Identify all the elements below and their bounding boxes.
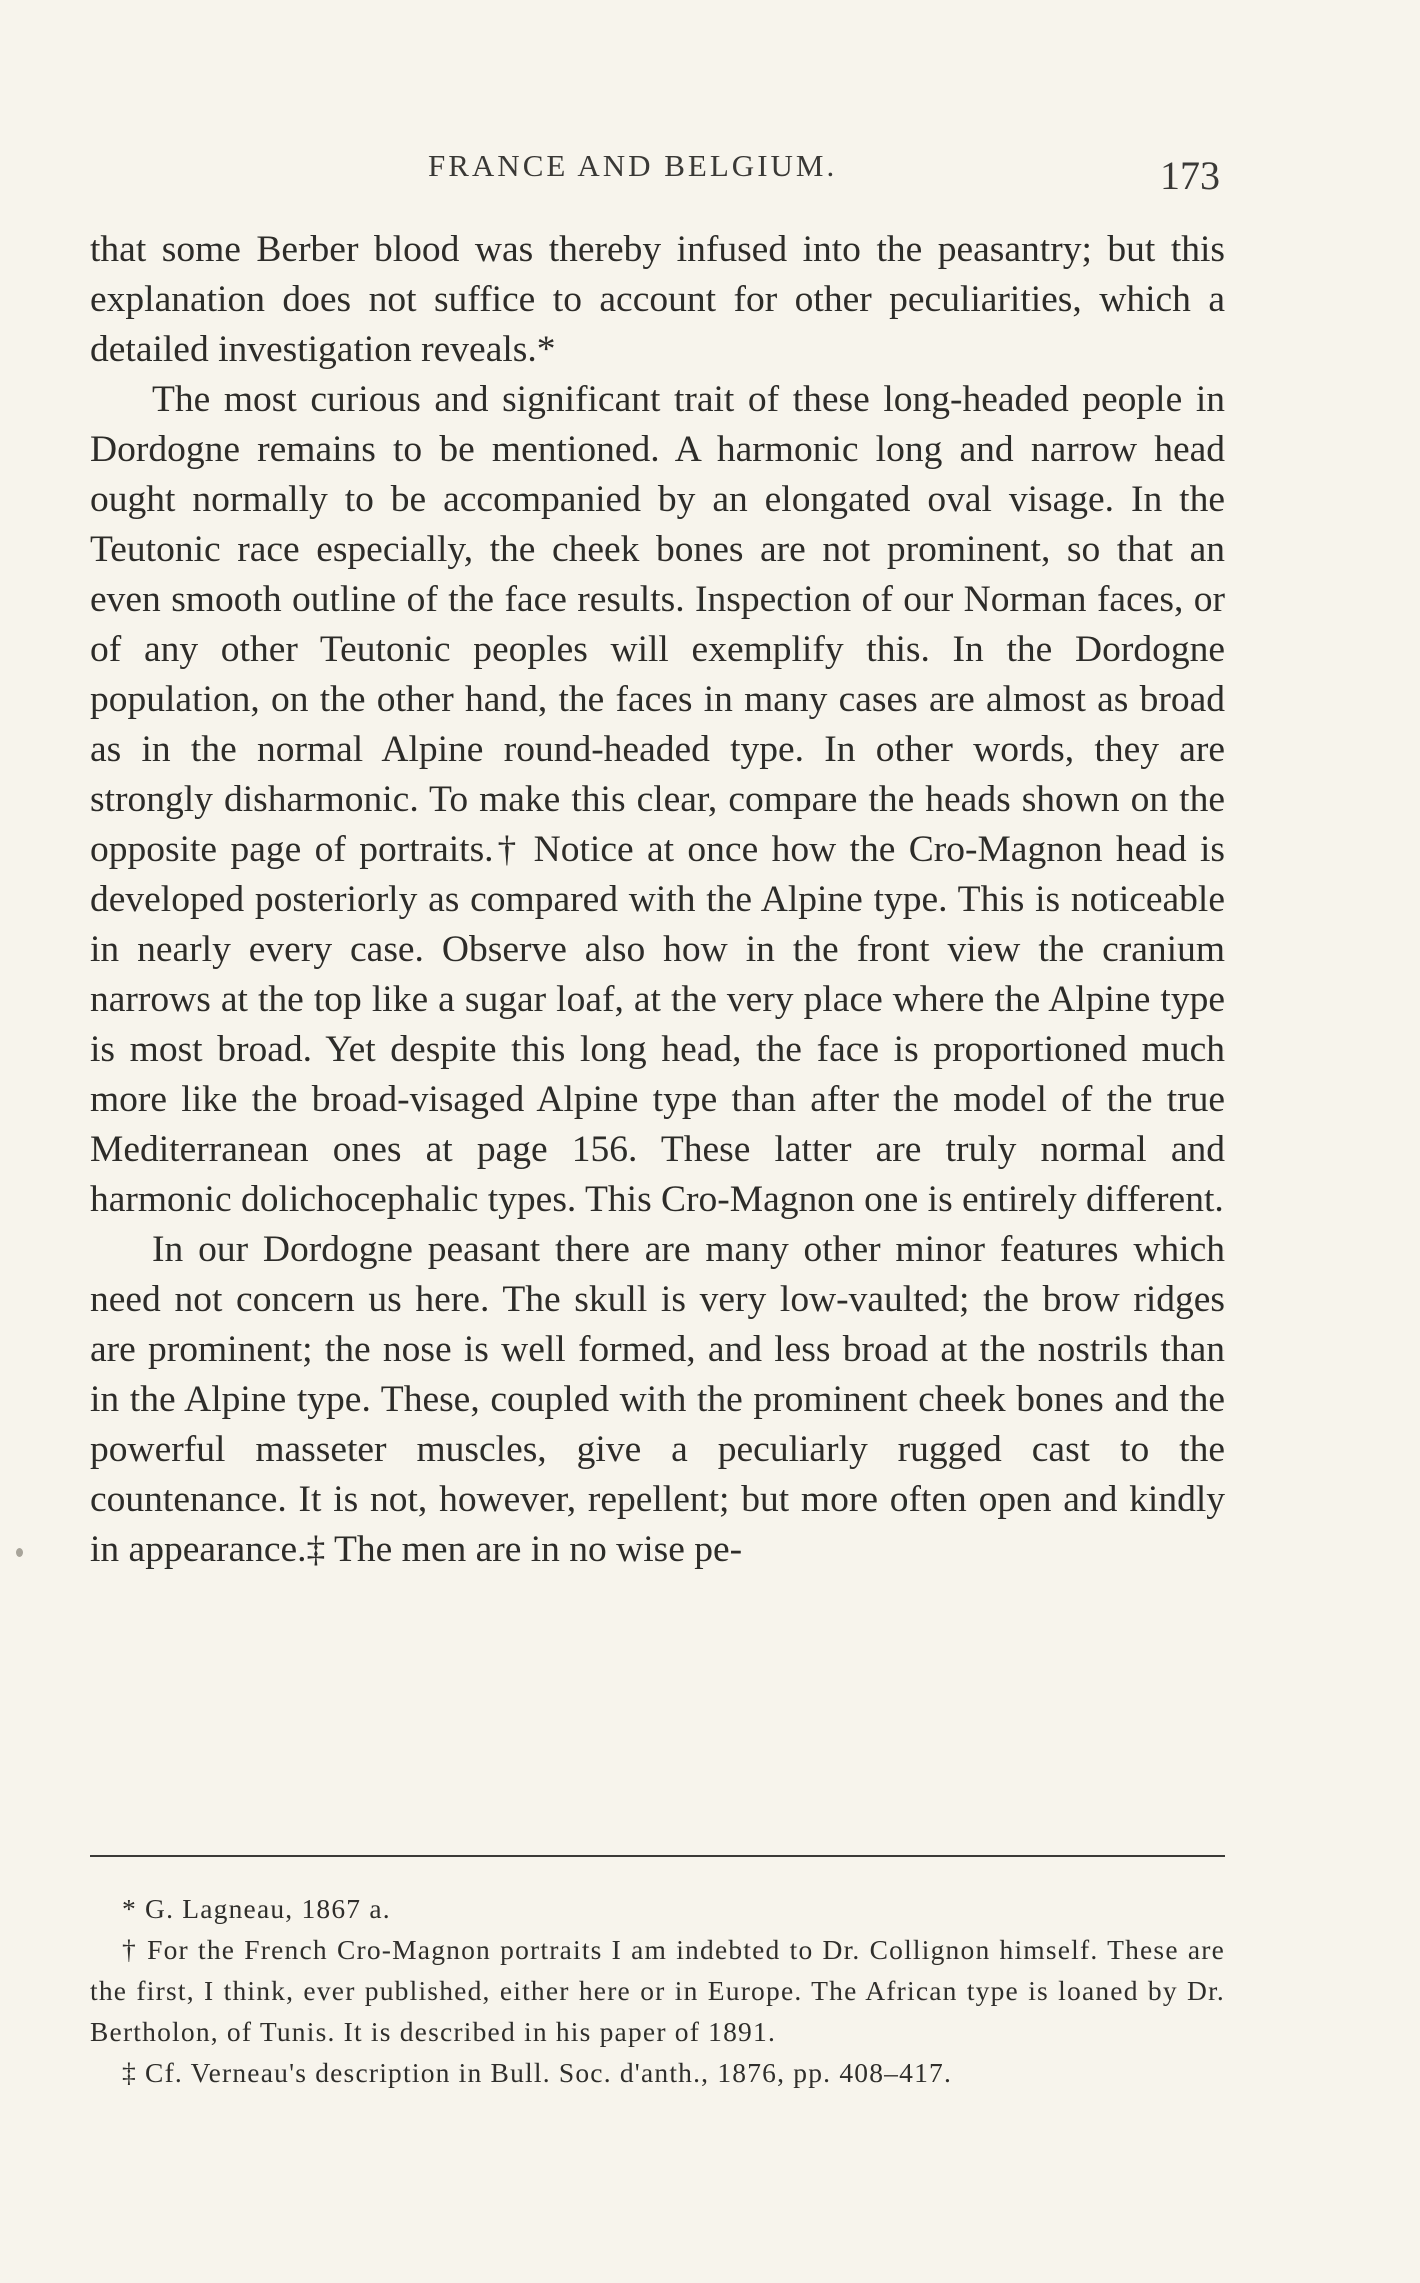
footnote-portraits: † For the French Cro-Magnon portraits I am indebted to Dr. Collignon himself. These are the first, I think, ever published, either here or in Europe. The African type is loaned by Dr. Bertholon, of Tunis. It is described in his paper of 1891. [90,1934,1225,2047]
page-number: 173 [1160,153,1220,198]
footnote-rule [90,1855,1225,1857]
footnote-lagneau: * G. Lagneau, 1867 a. [122,1893,391,1924]
body-text [90,225,1225,1575]
paragraph-minor-features: In our Dordogne peasant there are many other minor features which need not concern us here. The skull is very low-vaulted; the brow ridges are prominent; the nose is well formed, and less broad at the nostrils than in the Alpine type. These, coupled with the prominent cheek bones and the powerful masseter muscles, give a peculiarly rugged cast to the countenance. It is not, however, repellent; but more often open and kindly in appearance.‡ The men are in no wise pe- [90,1229,1225,1570]
paragraph-disharmonic-faces: The most curious and significant trait of these long-headed people in Dordogne remains to be mentioned. A harmonic long and narrow head ought normally to be accompanied by an elongated oval visage. In the Teutonic race especially, the cheek bones are not prominent, so that an even smooth outline of the face results. Inspection of our Norman faces, or of any other Teutonic peoples will exemplify this. In the Dordogne population, on the other hand, the faces in many cases are almost as broad as in the normal Alpine round-headed type. In other words, they are strongly disharmonic. To make this clear, compare the heads shown on the opposite page of portraits.† Notice at once how the Cro-Magnon head is developed posteriorly as compared with the Alpine type. This is noticeable in nearly every case. Observe also how in the front view the cranium narrows at the top like a sugar loaf, at the very place where the Alpine type is most broad. Yet despite this long head, the face is proportioned much more like the broad-visaged Alpine type than after the model of the true Mediterranean ones at page 156. These latter are truly normal and harmonic dolichocephalic types. This Cro-Magnon one is entirely different. [90,379,1225,1220]
footnote-verneau: ‡ Cf. Verneau's description in Bull. Soc. d'anth., 1876, pp. 408–417. [122,2057,953,2088]
running-title: FRANCE AND BELGIUM. [428,148,838,183]
running-head [0,140,1420,200]
margin-mark [16,1548,23,1557]
footnotes [90,1888,1225,2093]
paragraph-continuation: that some Berber blood was thereby infused into the peasantry; but this explanation does not suffice to account for other peculiarities, which a detailed investigation reveals.* [90,229,1225,370]
